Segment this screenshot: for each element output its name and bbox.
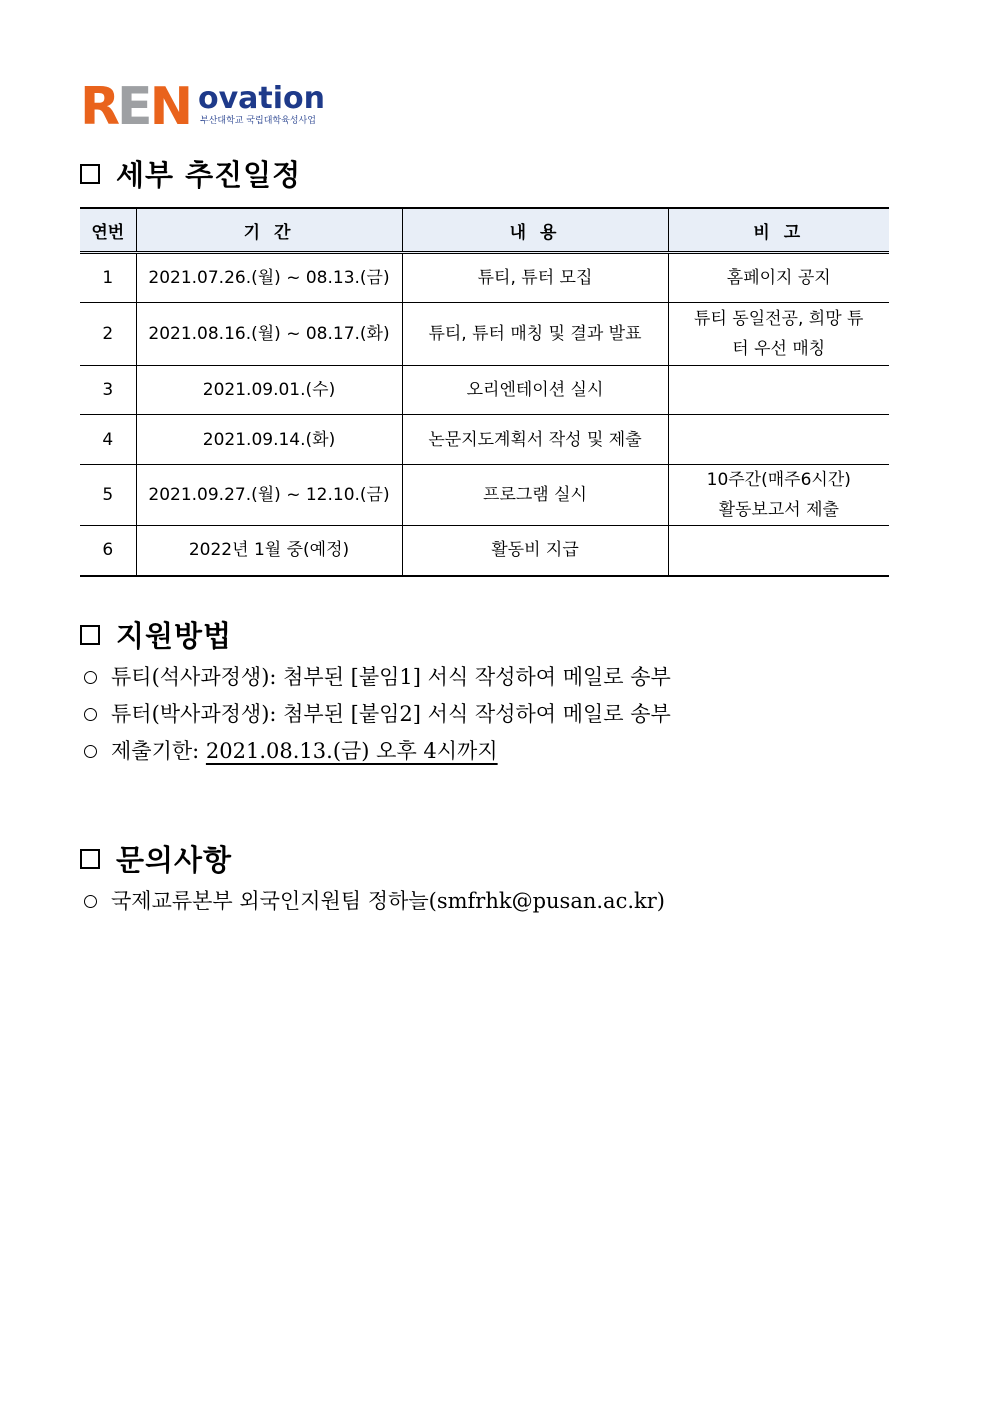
row-no: 1 — [80, 253, 136, 303]
header-content: 내 용 — [402, 208, 668, 253]
apply-list — [84, 657, 671, 768]
row-note: 튜티 동일전공, 희망 튜터 우선 매칭 — [668, 303, 889, 366]
contact-section-title — [80, 838, 232, 879]
row-note: 10주간(매주6시간) 활동보고서 제출 — [668, 465, 889, 526]
circle-bullet-icon — [84, 671, 97, 684]
header-period: 기 간 — [136, 208, 402, 253]
contact-list — [84, 881, 665, 918]
row-content: 오리엔테이션 실시 — [402, 366, 668, 415]
row-content: 튜티, 튜터 모집 — [402, 253, 668, 303]
apply-item-text: 튜터(박사과정생): 첨부된 [붙임2] 서식 작성하여 메일로 송부 — [111, 701, 671, 726]
table-row — [80, 366, 889, 415]
list-item — [84, 694, 671, 731]
table-row — [80, 465, 889, 526]
renovation-logo — [80, 80, 330, 130]
list-item — [84, 881, 665, 918]
list-item — [84, 657, 671, 694]
logo-ovation: ovation — [198, 81, 326, 116]
apply-title: 지원방법 — [116, 619, 233, 653]
row-no: 2 — [80, 303, 136, 366]
circle-bullet-icon — [84, 895, 97, 908]
table-row — [80, 303, 889, 366]
row-content: 활동비 지급 — [402, 526, 668, 576]
table-header-row — [80, 208, 889, 253]
row-note — [668, 415, 889, 465]
row-content: 튜티, 튜터 매칭 및 결과 발표 — [402, 303, 668, 366]
header-note: 비 고 — [668, 208, 889, 253]
contact-text: 국제교류본부 외국인지원팀 정하늘(smfrhk@pusan.ac.kr) — [111, 888, 665, 913]
row-no: 4 — [80, 415, 136, 465]
row-period: 2021.09.27.(월) ~ 12.10.(금) — [136, 465, 402, 526]
contact-title: 문의사항 — [116, 843, 233, 877]
checkbox-square-icon — [80, 164, 100, 184]
table-row — [80, 415, 889, 465]
schedule-title: 세부 추진일정 — [116, 158, 302, 192]
header-no: 연번 — [80, 208, 136, 253]
checkbox-square-icon — [80, 849, 100, 869]
row-note — [668, 366, 889, 415]
row-period: 2022년 1월 중(예정) — [136, 526, 402, 576]
row-period: 2021.09.01.(수) — [136, 366, 402, 415]
schedule-section-title — [80, 153, 301, 194]
row-no: 5 — [80, 465, 136, 526]
row-note — [668, 526, 889, 576]
circle-bullet-icon — [84, 745, 97, 758]
table-row — [80, 253, 889, 303]
apply-section-title — [80, 614, 232, 655]
deadline-label: 제출기한: — [111, 738, 206, 763]
row-content: 논문지도계획서 작성 및 제출 — [402, 415, 668, 465]
circle-bullet-icon — [84, 708, 97, 721]
row-no: 3 — [80, 366, 136, 415]
row-period: 2021.08.16.(월) ~ 08.17.(화) — [136, 303, 402, 366]
logo-subtitle: 부산대학교 국립대학육성사업 — [200, 116, 316, 126]
row-no: 6 — [80, 526, 136, 576]
deadline-value: 2021.08.13.(금) 오후 4시까지 — [205, 738, 498, 763]
row-period: 2021.09.14.(화) — [136, 415, 402, 465]
row-period: 2021.07.26.(월) ~ 08.13.(금) — [136, 253, 402, 303]
svg-text:REN: REN — [80, 80, 191, 130]
table-row — [80, 526, 889, 576]
row-content: 프로그램 실시 — [402, 465, 668, 526]
apply-item-text: 튜티(석사과정생): 첨부된 [붙임1] 서식 작성하여 메일로 송부 — [111, 664, 671, 689]
list-item — [84, 731, 671, 768]
row-note: 홈페이지 공지 — [668, 253, 889, 303]
schedule-table — [80, 207, 889, 577]
checkbox-square-icon — [80, 625, 100, 645]
